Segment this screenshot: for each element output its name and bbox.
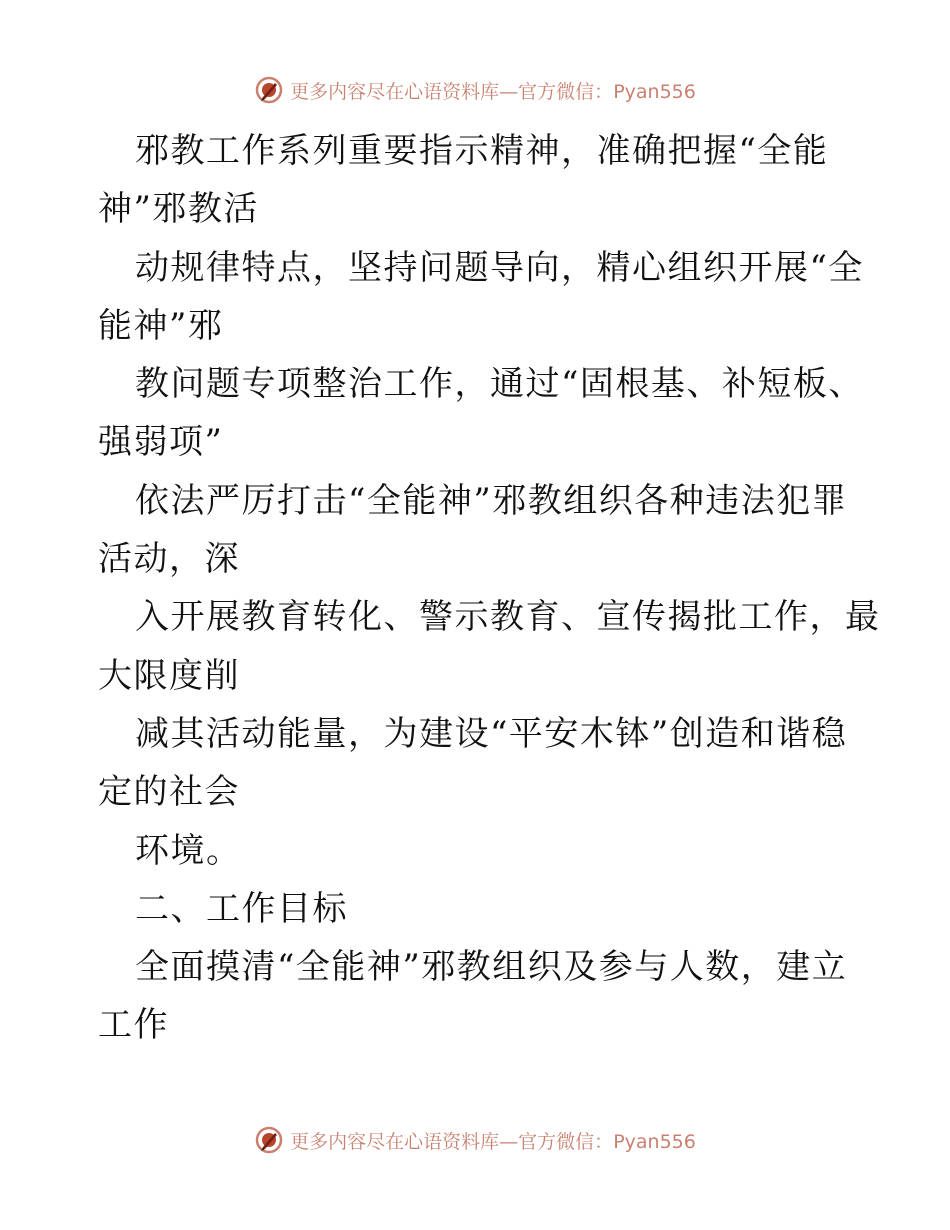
text-line: 动规律特点，坚持问题导向，精心组织开展“全 [135,247,864,288]
text-line: 入开展教育转化、警示教育、宣传揭批工作，最 [135,597,881,638]
watermark-text: 更多内容尽在心语资料库—官方微信：Pyan556 [290,80,696,103]
pen-logo-icon [254,1125,284,1155]
text-line: 活动，深 [98,539,240,580]
text-line: 全面摸清“全能神”邪教组织及参与人数，建立 [135,947,848,988]
header-watermark [0,72,950,108]
document-body [98,122,881,1055]
text-line: 邪教工作系列重要指示精神，准确把握“全能 [135,131,829,171]
text-line: 能神”邪 [98,305,224,346]
text-line: 强弱项” [98,422,224,463]
text-line: 神”邪教活 [98,189,259,230]
text-line: 依法严厉打击“全能神”邪教组织各种违法犯罪 [135,480,848,521]
text-line: 大限度削 [98,655,240,696]
text-line: 环境。 [135,830,242,871]
watermark-text: 更多内容尽在心语资料库—官方微信：Pyan556 [290,1130,696,1153]
section-heading: 二、工作目标 [135,888,348,929]
text-line: 减其活动能量，为建设“平安木钵”创造和谐稳 [135,713,848,754]
text-line: 定的社会 [98,772,240,813]
pen-logo-icon [254,75,284,105]
text-line: 工作 [98,1005,169,1046]
footer-watermark [0,1122,950,1158]
text-line: 教问题专项整治工作，通过“固根基、补短板、 [135,364,864,405]
